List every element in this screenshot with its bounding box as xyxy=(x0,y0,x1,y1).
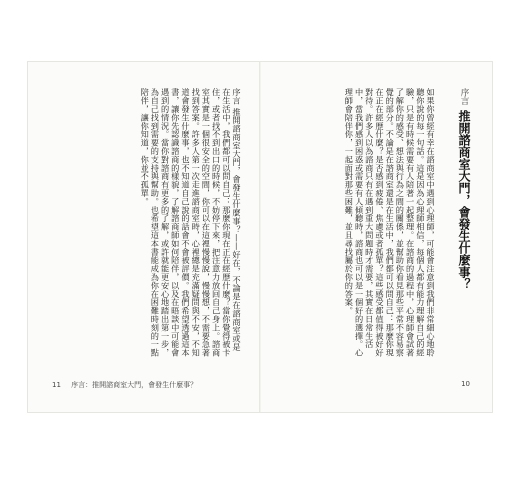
right-footer xyxy=(461,380,470,388)
left-page-number: 11 xyxy=(52,381,61,389)
left-running-head: 序言：推開諮商室大門，會發生什麼事？ xyxy=(71,381,198,389)
right-page-body: 如果你曾經有幸在諮商室中遇到心理師，可能會注意到我們非常細心地聆聽你說的每一句話。這是因為心理師相信，每個人都有能力理解自己的經驗，只是有時候需要有人陪著一起整理。在諮商的過程中，心理師會試著了解你的感受、想法與行為之間的關係，並幫助你看見那些平常不容易察覺的部分。不論是在諮商室還是在生活中，我們都可以問自己：那麼你現在正在經歷什麼？是否感到疲倦、焦慮或者孤單？這些感受都值得被好好對待。許多人以為諮商只有在遇到重大問題時才需要，其實在日常生活中，當我們感到困惑或需要有人傾聽時，諮商也可以是一個好的選擇。心理師會陪伴你，一起面對那些困難，並且尋找屬於你的答案。 xyxy=(344,88,436,357)
book-gutter xyxy=(259,62,261,412)
chapter-title: 推開諮商室大門，會發生什麼事？ xyxy=(457,110,471,291)
right-page xyxy=(274,88,474,358)
left-footer xyxy=(52,380,197,390)
right-page-number: 10 xyxy=(461,380,470,388)
chapter-label: 序言 xyxy=(459,88,469,105)
chapter-heading xyxy=(440,88,474,358)
left-page-body: 序言 推開諮商室大門，會發生什麼事？——好在，不論是在諮商室或是在生活中，我們都可以問自己：那麼你現在正在經歷什麼？當你覺得被卡住，或者找不到出口的時候，不妨停下來，把注意力放回自己身上。諮商室其實是一個很安全的空間，你可以在這裡慢慢說，慢慢想，不需要急著找到答案。許多人第一次走進諮商室時，心裡總是充滿疑問與不安，不知道會發生什麼事，也不知道自己說的話會不會被評價。我們希望透過這本書，讓你先認識諮商的樣貌，了解諮商師如何陪伴，以及在晤談中可能會遇到的情況。當你對諮商有更多的了解，或許就能更安心地踏出第一步，為自己找到需要的支持與幫助。也希望這本書能成為你在困難時刻的一點陪伴，讓你知道，你並不孤單。 xyxy=(140,88,242,357)
left-page xyxy=(52,88,242,358)
book-spread xyxy=(28,62,492,412)
